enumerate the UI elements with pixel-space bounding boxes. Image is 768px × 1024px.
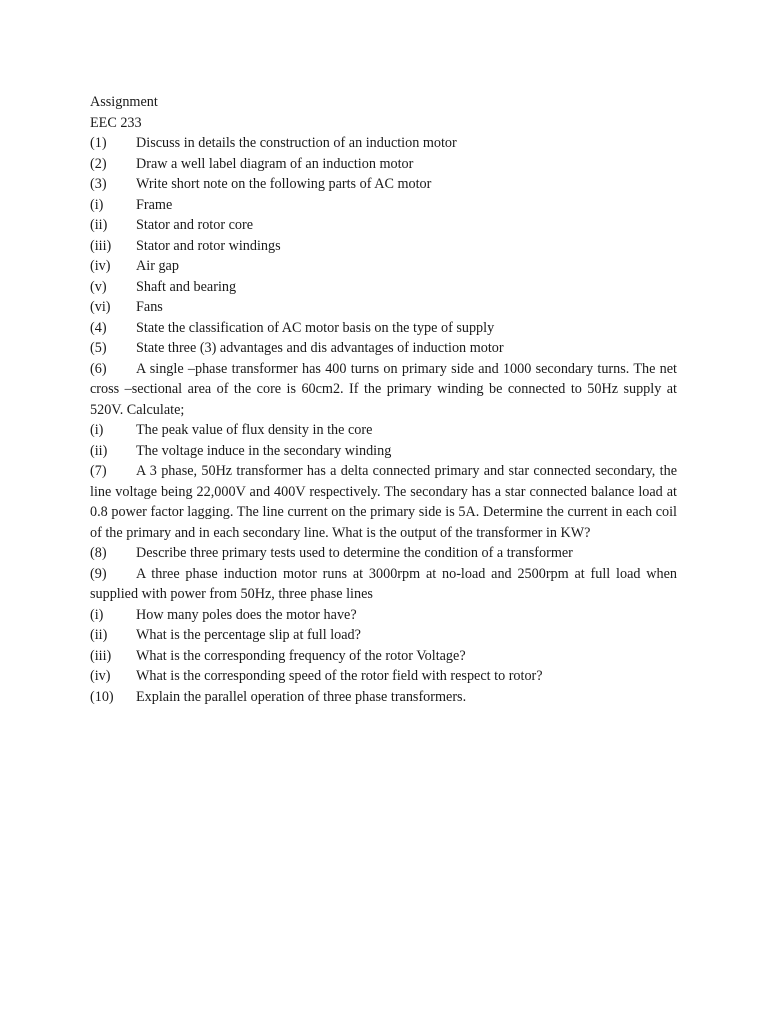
sub-item-text: Stator and rotor windings bbox=[136, 237, 281, 254]
question-1 bbox=[90, 133, 677, 154]
sub-item-text: What is the corresponding frequency of the rotor Voltage? bbox=[136, 647, 466, 664]
sub-item bbox=[90, 297, 677, 318]
sub-item bbox=[90, 215, 677, 236]
question-number: (1) bbox=[90, 135, 107, 151]
sub-item-number: (i) bbox=[90, 606, 104, 623]
sub-item bbox=[90, 277, 677, 298]
question-number: (10) bbox=[90, 688, 114, 705]
sub-item-number: (i) bbox=[90, 196, 104, 213]
sub-item bbox=[90, 625, 677, 646]
sub-item bbox=[90, 646, 677, 667]
sub-item-number: (ii) bbox=[90, 217, 108, 233]
sub-item bbox=[90, 195, 677, 216]
question-number: (8) bbox=[90, 545, 107, 561]
question-number: (2) bbox=[90, 155, 107, 172]
question-5 bbox=[90, 338, 677, 359]
sub-item-number: (iv) bbox=[90, 668, 111, 684]
question-4 bbox=[90, 318, 677, 339]
question-text: Describe three primary tests used to determine the condition of a transformer bbox=[136, 545, 573, 561]
question-number: (3) bbox=[90, 176, 107, 192]
question-9 bbox=[90, 564, 677, 605]
sub-item-text: Frame bbox=[136, 196, 173, 213]
question-number: (4) bbox=[90, 319, 107, 336]
sub-item-number: (iii) bbox=[90, 237, 112, 254]
sub-item bbox=[90, 256, 677, 277]
sub-item-number: (i) bbox=[90, 422, 104, 438]
question-text: Draw a well label diagram of an induction motor bbox=[136, 155, 414, 172]
sub-item-number: (iii) bbox=[90, 647, 112, 664]
sub-item-number: (iv) bbox=[90, 258, 111, 274]
sub-item-text: The voltage induce in the secondary winding bbox=[136, 442, 392, 459]
sub-item-text: The peak value of flux density in the core bbox=[136, 422, 373, 438]
question-number: (5) bbox=[90, 340, 107, 356]
question-text: State three (3) advantages and dis advantages of induction motor bbox=[136, 340, 504, 356]
question-text: A three phase induction motor runs at 3000rpm at no-load and 2500rpm at full load when supplied with power from 50Hz, three phase lines bbox=[90, 565, 677, 602]
sub-item bbox=[90, 605, 677, 626]
sub-item-text: Fans bbox=[136, 299, 163, 315]
question-text: Explain the parallel operation of three phase transformers. bbox=[136, 688, 467, 705]
question-text: Write short note on the following parts of AC motor bbox=[136, 176, 432, 192]
sub-item-number: (ii) bbox=[90, 442, 108, 459]
sub-item bbox=[90, 441, 677, 462]
question-text: A 3 phase, 50Hz transformer has a delta connected primary and star connected secondary, the line voltage being 22,000V and 400V respectively. The secondary has a star connected balance load at 0.8 power factor lagging. The line current on the primary side is 5A. Determine the current in each coil of the primary and in each secondary line. What is the output of the transformer in KW? bbox=[90, 463, 677, 541]
question-6 bbox=[90, 359, 677, 421]
sub-item-text: What is the percentage slip at full load? bbox=[136, 627, 361, 643]
sub-item-number: (ii) bbox=[90, 627, 108, 643]
sub-item-number: (vi) bbox=[90, 299, 111, 315]
question-10 bbox=[90, 687, 677, 708]
question-7 bbox=[90, 461, 677, 543]
sub-item-text: How many poles does the motor have? bbox=[136, 606, 357, 623]
question-text: Discuss in details the construction of an induction motor bbox=[136, 135, 457, 151]
question-number: (7) bbox=[90, 463, 107, 479]
sub-item-number: (v) bbox=[90, 278, 107, 295]
sub-item bbox=[90, 420, 677, 441]
question-text: State the classification of AC motor basis on the type of supply bbox=[136, 319, 495, 336]
assignment-document bbox=[90, 92, 677, 707]
sub-item-text: Stator and rotor core bbox=[136, 217, 254, 233]
sub-item-text: What is the corresponding speed of the rotor field with respect to rotor? bbox=[136, 668, 543, 684]
sub-item-text: Shaft and bearing bbox=[136, 278, 237, 295]
sub-item bbox=[90, 666, 677, 687]
sub-item-text: Air gap bbox=[136, 258, 179, 274]
question-8 bbox=[90, 543, 677, 564]
question-number: (6) bbox=[90, 360, 107, 377]
question-number: (9) bbox=[90, 565, 107, 582]
sub-item bbox=[90, 236, 677, 257]
question-3 bbox=[90, 174, 677, 195]
question-2 bbox=[90, 154, 677, 175]
course-code: EEC 233 bbox=[90, 114, 142, 131]
question-text: A single –phase transformer has 400 turns on primary side and 1000 secondary turns. The net cross –sectional area of the core is 60cm2. If the primary winding be connected to 50Hz supply at 520V. Calculate; bbox=[90, 360, 677, 418]
document-title: Assignment bbox=[90, 94, 158, 110]
